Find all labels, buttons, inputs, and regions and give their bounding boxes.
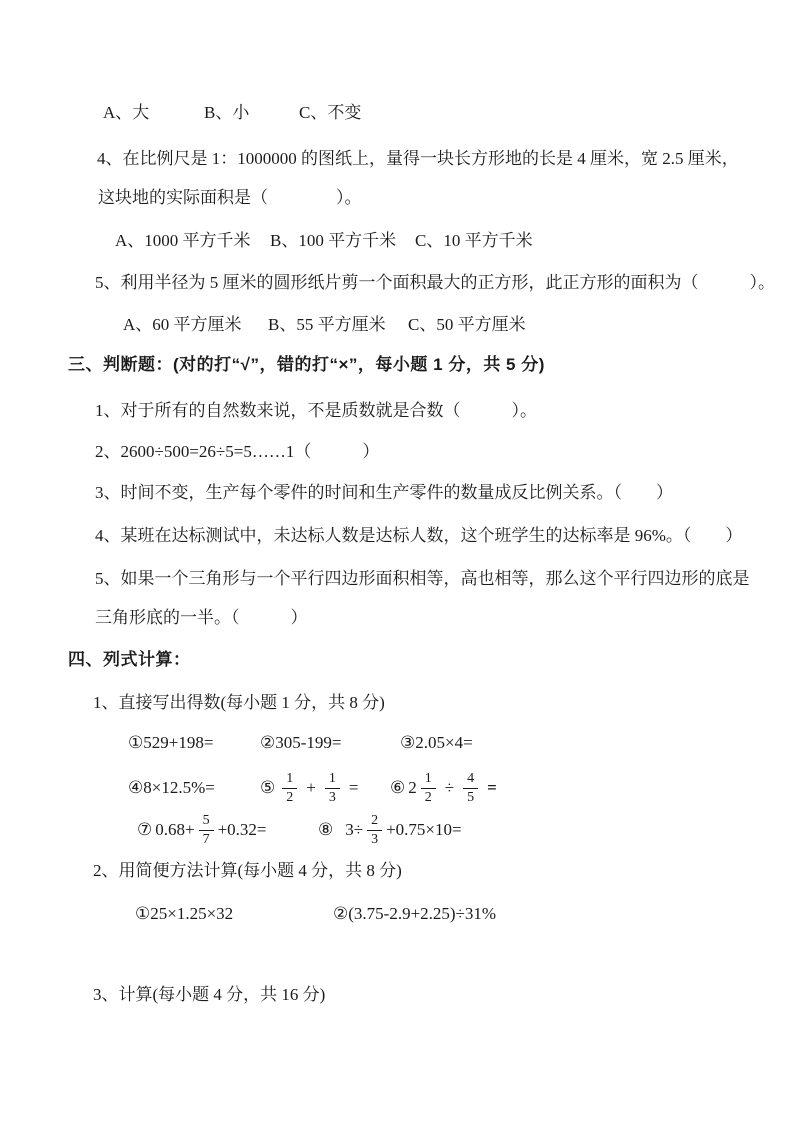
calc-part2-item-2: ②(3.75-2.9+2.25)÷31% <box>333 904 497 923</box>
item8-circled-number: ⑧ <box>318 820 334 839</box>
q4-option-b: B、100 平方千米 <box>270 231 397 250</box>
item5-fraction-2-numerator: 1 <box>325 771 340 789</box>
calc-item-7 <box>137 807 267 853</box>
calc-item-8 <box>318 807 462 853</box>
item6-fraction-2 <box>463 771 478 806</box>
item8-suffix-expression: +0.75×10= <box>386 820 462 839</box>
calc-part1-row2 <box>0 765 793 811</box>
item6-whole-number: 2 <box>408 778 417 797</box>
item7-fraction-denominator: 7 <box>202 831 210 847</box>
calc-part3-title: 3、计算(每小题 4 分，共 16 分) <box>93 985 326 1004</box>
calc-part2-item-1: ①25×1.25×32 <box>135 904 234 923</box>
q3-option-c: C、不变 <box>299 103 362 122</box>
item6-divide-operator: ÷ <box>444 778 455 797</box>
q5-option-c: C、50 平方厘米 <box>408 315 526 334</box>
item6-fraction-2-numerator: 4 <box>463 771 478 789</box>
calc-item-2: ②305-199= <box>260 733 342 752</box>
q4-option-c: C、10 平方千米 <box>415 231 533 250</box>
item8-fraction-numerator: 2 <box>367 813 382 831</box>
item6-fraction-1-denominator: 2 <box>424 789 432 805</box>
item5-plus-operator: + <box>306 778 316 797</box>
judge-item-3: 3、时间不变，生产每个零件的时间和生产零件的数量成反比例关系。（ ） <box>95 483 673 502</box>
item6-fraction-2-denominator: 5 <box>467 789 475 805</box>
item7-fraction <box>199 813 214 848</box>
calc-item-1: ①529+198= <box>128 733 214 752</box>
q4-option-a: A、1000 平方千米 <box>115 231 251 250</box>
judge-item-5-line1: 5、如果一个三角形与一个平行四边形面积相等，高也相等，那么这个平行四边形的底是 <box>95 569 750 588</box>
item8-fraction-denominator: 3 <box>371 831 379 847</box>
judge-item-2: 2、2600÷500=26÷5=5……1（ ） <box>95 442 380 461</box>
item8-fraction <box>367 813 382 848</box>
calc-item-3: ③2.05×4= <box>400 733 473 752</box>
judge-item-4: 4、某班在达标测试中，未达标人数是达标人数，这个班学生的达标率是 96%。（ ） <box>95 526 743 545</box>
item5-fraction-1-numerator: 1 <box>282 771 297 789</box>
calc-item-4: ④8×12.5%= <box>128 778 215 797</box>
calc-part1-row3 <box>0 807 793 853</box>
q4-text-line1: 4、在比例尺是 1：1000000 的图纸上，量得一块长方形地的长是 4 厘米，宽 2.5 厘米， <box>97 149 739 168</box>
item7-prefix-expression: 0.68+ <box>155 820 195 839</box>
item6-fraction-1-numerator: 1 <box>421 771 436 789</box>
judge-item-1: 1、对于所有的自然数来说，不是质数就是合数（ ）。 <box>95 401 537 420</box>
item6-circled-number: ⑥ <box>390 778 406 797</box>
q5-text-line1: 5、利用半径为 5 厘米的圆形纸片剪一个面积最大的正方形，此正方形的面积为（ ）。 <box>95 273 775 292</box>
item5-equals-sign: = <box>348 778 359 797</box>
calc-item-6 <box>390 765 497 811</box>
calc-part2-title: 2、用简便方法计算(每小题 4 分，共 8 分) <box>93 861 402 880</box>
item5-fraction-1 <box>282 771 297 806</box>
item5-circled-number: ⑤ <box>260 778 276 797</box>
q3-option-b: B、小 <box>204 103 250 122</box>
item7-fraction-numerator: 5 <box>199 813 214 831</box>
q4-text-line2: 这块地的实际面积是（ ）。 <box>98 188 362 207</box>
q5-option-a: A、60 平方厘米 <box>123 315 242 334</box>
item5-fraction-1-denominator: 2 <box>286 789 294 805</box>
item7-suffix-expression: +0.32= <box>217 820 267 839</box>
q5-option-b: B、55 平方厘米 <box>268 315 386 334</box>
calc-item-5 <box>260 765 363 811</box>
calc-section-heading: 四、列式计算： <box>68 650 191 669</box>
item5-fraction-2-denominator: 3 <box>328 789 336 805</box>
q3-option-a: A、大 <box>103 103 150 122</box>
item7-circled-number: ⑦ <box>137 820 153 839</box>
item6-equals-sign: = <box>487 778 497 797</box>
judge-section-heading: 三、判断题：(对的打“√”，错的打“×”，每小题 1 分，共 5 分) <box>68 355 545 374</box>
item5-fraction-2 <box>325 771 340 806</box>
item6-fraction-1 <box>421 771 436 806</box>
calc-part1-title: 1、直接写出得数(每小题 1 分，共 8 分) <box>93 693 385 712</box>
judge-item-5-line2: 三角形底的一半。（ ） <box>95 608 308 627</box>
item8-prefix-expression: 3÷ <box>345 820 364 839</box>
